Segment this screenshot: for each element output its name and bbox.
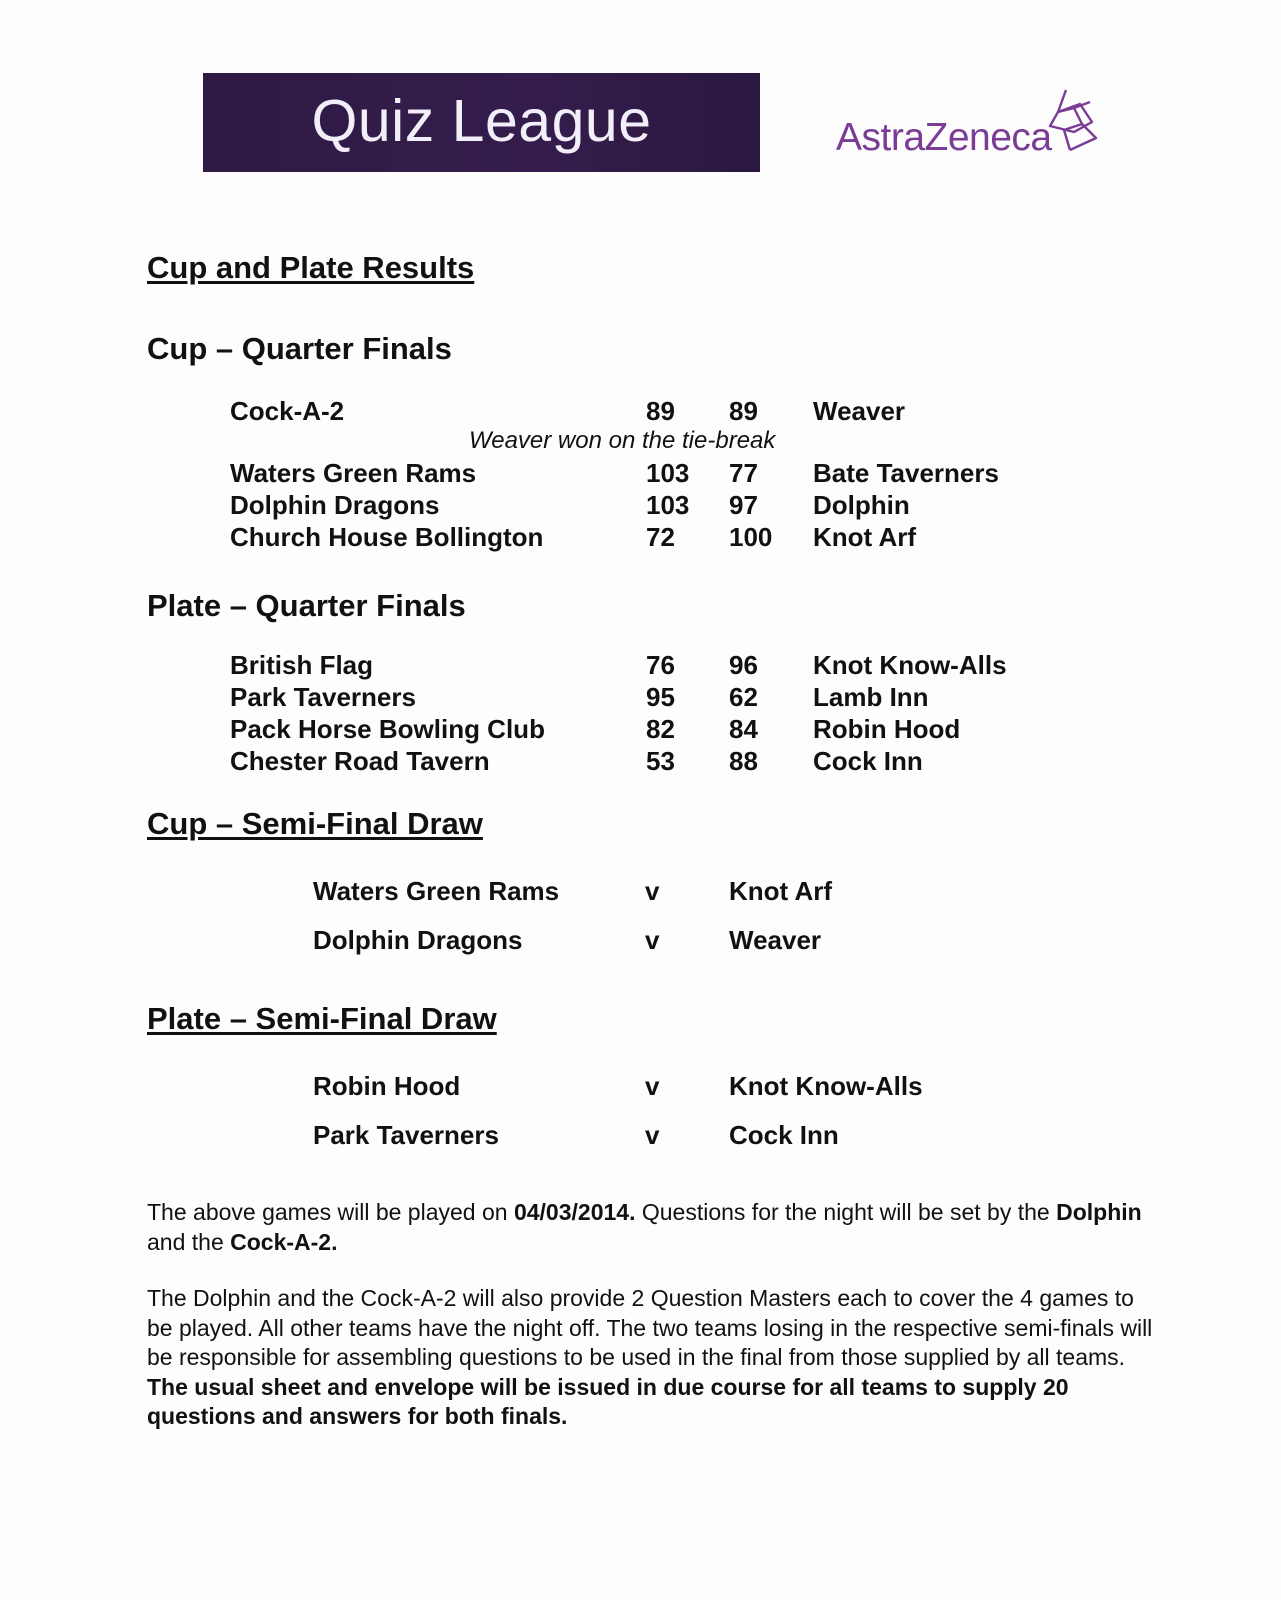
setter-team: Cock-A-2. (230, 1228, 338, 1255)
cup-quarter-finals-heading: Cup – Quarter Finals (147, 331, 452, 366)
astrazeneca-logo (836, 86, 1116, 162)
away-team: Knot Know-Alls (813, 650, 1007, 680)
versus-label: v (645, 876, 660, 906)
home-score: 89 (646, 396, 675, 426)
home-score: 76 (646, 650, 675, 680)
away-score: 96 (729, 650, 758, 680)
table-row (0, 490, 1281, 522)
home-team: Church House Bollington (230, 522, 544, 552)
tie-break-note-text: Weaver won on the tie-break (469, 427, 776, 454)
home-score: 82 (646, 714, 675, 744)
away-team: Bate Taverners (813, 458, 999, 488)
home-score: 103 (646, 458, 690, 488)
home-team: Pack Horse Bowling Club (230, 714, 545, 744)
away-team: Robin Hood (813, 714, 961, 744)
table-row (0, 522, 1281, 554)
table-row (0, 396, 1281, 428)
home-team: Park Taverners (230, 682, 416, 712)
instructions-note (147, 1284, 1157, 1432)
versus-label: v (645, 1120, 660, 1150)
list-item (0, 876, 1281, 910)
logo-text: AstraZeneca (836, 116, 1052, 159)
away-team: Lamb Inn (813, 682, 929, 712)
setter-team: Dolphin (1056, 1199, 1142, 1225)
home-team: Dolphin Dragons (230, 490, 440, 520)
home-score: 95 (646, 682, 675, 712)
away-score: 97 (729, 490, 758, 520)
astrazeneca-swirl-icon (1044, 86, 1104, 158)
banner-title: Quiz League (311, 87, 652, 154)
away-score: 77 (729, 458, 758, 488)
home-team: Waters Green Rams (313, 876, 560, 906)
list-item (0, 1071, 1281, 1105)
versus-label: v (645, 1071, 660, 1101)
list-item (0, 1120, 1281, 1154)
versus-label: v (645, 925, 660, 955)
away-team: Knot Know-Alls (729, 1071, 923, 1101)
plate-semi-final-draw-heading: Plate – Semi-Final Draw (147, 1001, 497, 1036)
away-score: 88 (729, 746, 758, 776)
table-row (0, 650, 1281, 682)
schedule-note (147, 1198, 1157, 1257)
away-team: Knot Arf (813, 522, 917, 552)
table-row (0, 682, 1281, 714)
home-team: Chester Road Tavern (230, 746, 490, 776)
home-team: Cock-A-2 (230, 396, 345, 426)
plate-quarter-finals-heading: Plate – Quarter Finals (147, 588, 466, 623)
home-score: 103 (646, 490, 690, 520)
away-score: 62 (729, 682, 758, 712)
away-score: 84 (729, 714, 758, 744)
table-row (0, 714, 1281, 746)
schedule-note-text: and the (147, 1228, 231, 1255)
instructions-note-emphasis: The usual sheet and envelope will be issued in due course for all teams to supply 20 questions and answers for both finals. (147, 1373, 1069, 1429)
home-score: 72 (646, 522, 675, 552)
page-title: Cup and Plate Results (147, 250, 475, 285)
home-team: Park Taverners (313, 1120, 499, 1150)
table-row (0, 746, 1281, 778)
away-team: Weaver (729, 925, 822, 955)
instructions-note-text: The Dolphin and the Cock-A-2 will also provide 2 Question Masters each to cover the 4 games to be played. All other teams have the night off. The two teams losing in the respective semi-finals will be responsible for assembling questions to be used in the final from those supplied by all teams. (147, 1285, 1153, 1370)
quiz-league-banner (203, 73, 760, 172)
home-team: Robin Hood (313, 1071, 461, 1101)
home-team: British Flag (230, 650, 374, 680)
game-date: 04/03/2014. (513, 1199, 636, 1225)
table-row (0, 458, 1281, 490)
away-team: Dolphin (813, 490, 910, 520)
away-score: 89 (729, 396, 758, 426)
schedule-note-text: The above games will be played on (147, 1199, 514, 1225)
away-team: Cock Inn (729, 1120, 839, 1150)
home-team: Waters Green Rams (230, 458, 477, 488)
schedule-note-text: Questions for the night will be set by the (635, 1199, 1057, 1225)
away-score: 100 (729, 522, 773, 552)
away-team: Knot Arf (729, 876, 833, 906)
home-score: 53 (646, 746, 675, 776)
away-team: Cock Inn (813, 746, 923, 776)
cup-semi-final-draw-heading: Cup – Semi-Final Draw (147, 806, 483, 841)
list-item (0, 925, 1281, 959)
home-team: Dolphin Dragons (313, 925, 523, 955)
away-team: Weaver (813, 396, 906, 426)
